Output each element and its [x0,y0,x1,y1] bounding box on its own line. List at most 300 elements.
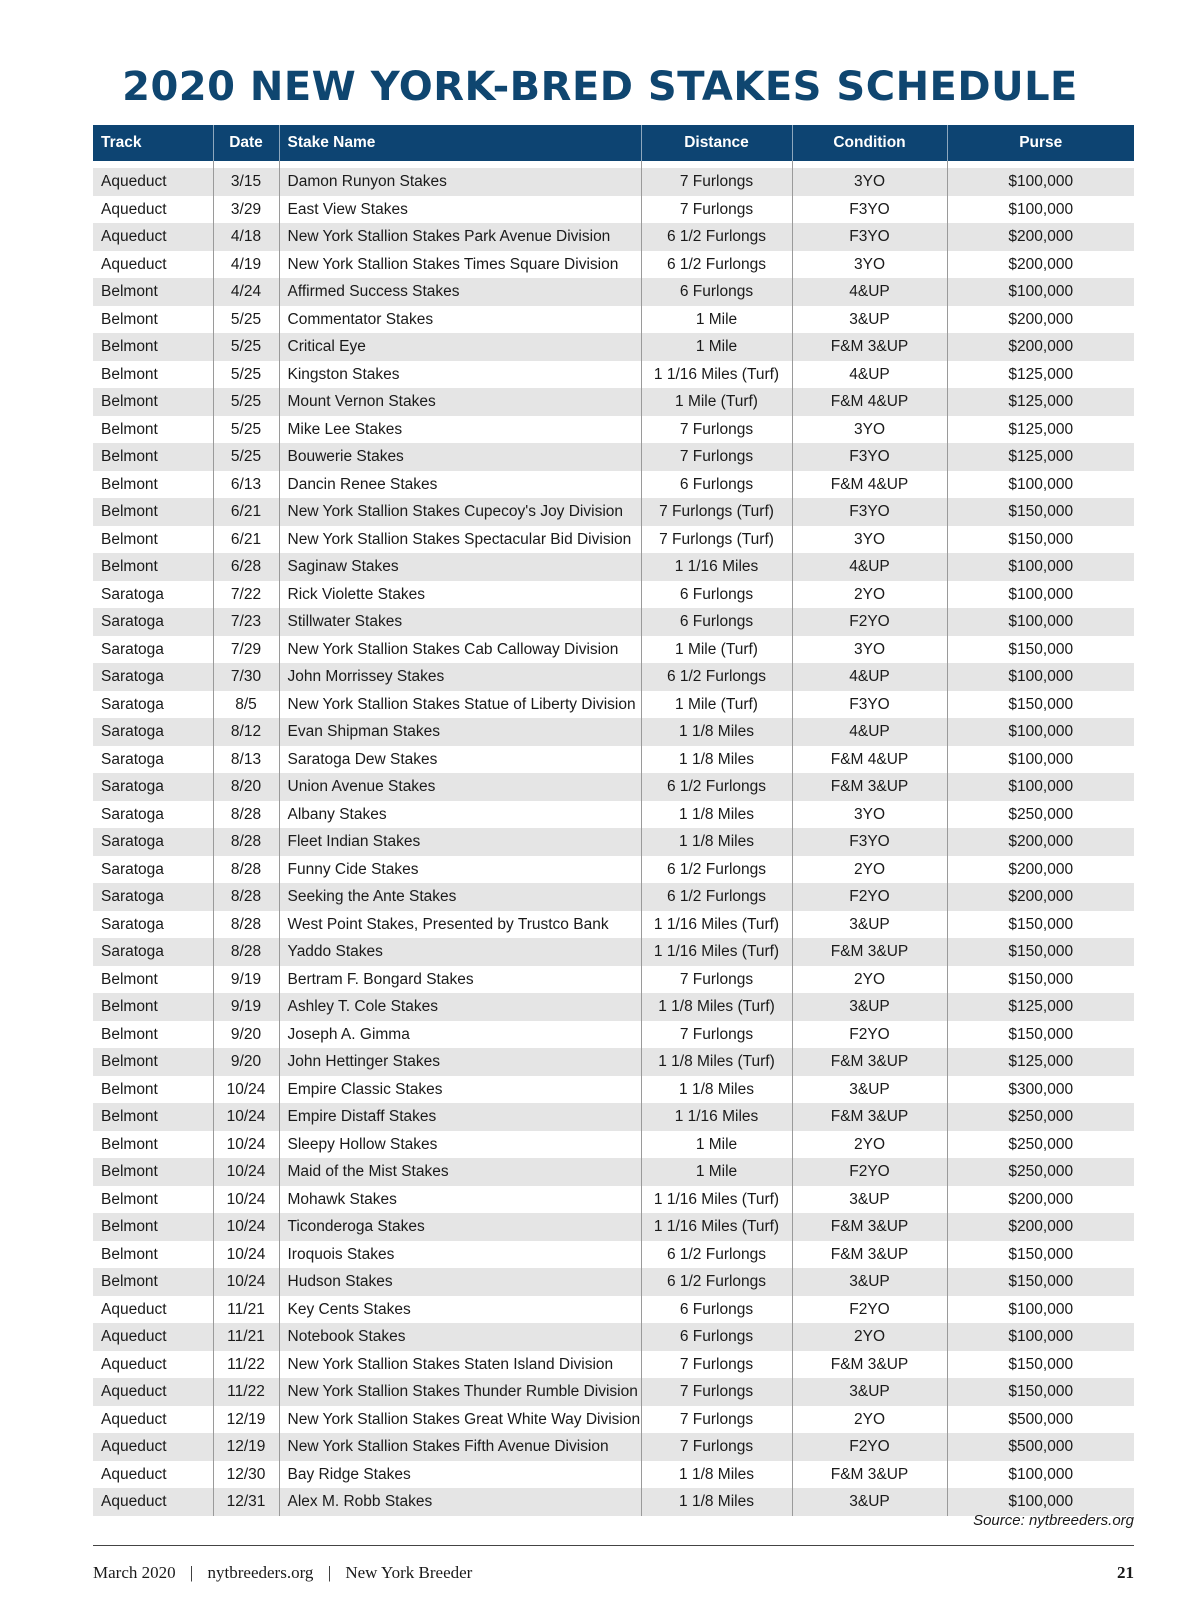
cell-distance: 1 1/16 Miles [641,553,792,581]
table-row [93,636,1134,664]
cell-stake-name: Saratoga Dew Stakes [279,746,641,774]
cell-distance: 6 1/2 Furlongs [641,883,792,911]
footer-publication: New York Breeder [345,1563,473,1582]
cell-distance: 1 1/8 Miles [641,828,792,856]
cell-stake-name: Ticonderoga Stakes [279,1213,641,1241]
cell-stake-name: Mike Lee Stakes [279,416,641,444]
cell-purse: $100,000 [947,471,1134,499]
table-row [93,416,1134,444]
cell-distance: 6 1/2 Furlongs [641,251,792,279]
cell-track: Belmont [93,1186,213,1214]
cell-track: Saratoga [93,773,213,801]
cell-date: 5/25 [213,443,279,471]
cell-stake-name: Mohawk Stakes [279,1186,641,1214]
cell-track: Aqueduct [93,1406,213,1434]
cell-purse: $200,000 [947,306,1134,334]
cell-date: 12/31 [213,1488,279,1516]
cell-purse: $150,000 [947,691,1134,719]
cell-distance: 1 1/16 Miles (Turf) [641,911,792,939]
cell-date: 6/21 [213,526,279,554]
cell-condition: F&M 3&UP [792,938,947,966]
table-row [93,196,1134,224]
table-row [93,1131,1134,1159]
page-title: 2020 NEW YORK-BRED STAKES SCHEDULE [122,64,1078,110]
cell-condition: 3YO [792,636,947,664]
table-row [93,168,1134,196]
column-header-distance: Distance [641,125,792,161]
cell-track: Saratoga [93,856,213,884]
cell-track: Belmont [93,306,213,334]
cell-distance: 1 1/16 Miles [641,1103,792,1131]
cell-condition: 2YO [792,1323,947,1351]
cell-stake-name: Dancin Renee Stakes [279,471,641,499]
cell-purse: $100,000 [947,718,1134,746]
cell-condition: 3&UP [792,1268,947,1296]
cell-track: Saratoga [93,608,213,636]
cell-stake-name: Damon Runyon Stakes [279,168,641,196]
cell-stake-name: Bertram F. Bongard Stakes [279,966,641,994]
cell-condition: 3&UP [792,993,947,1021]
cell-date: 10/24 [213,1131,279,1159]
table-row [93,1406,1134,1434]
cell-date: 12/30 [213,1461,279,1489]
cell-date: 10/24 [213,1241,279,1269]
cell-date: 9/19 [213,966,279,994]
cell-date: 6/28 [213,553,279,581]
footer-separator: | [327,1563,332,1582]
cell-purse: $125,000 [947,361,1134,389]
cell-condition: 3&UP [792,1186,947,1214]
cell-condition: 2YO [792,966,947,994]
source-note: Source: nytbreeders.org [973,1512,1134,1529]
cell-condition: F&M 4&UP [792,388,947,416]
table-row [93,223,1134,251]
cell-stake-name: New York Stallion Stakes Staten Island Division [279,1351,641,1379]
table-row [93,746,1134,774]
cell-track: Saratoga [93,746,213,774]
cell-purse: $200,000 [947,828,1134,856]
table-row [93,1378,1134,1406]
cell-condition: 2YO [792,581,947,609]
cell-condition: F&M 3&UP [792,1103,947,1131]
cell-stake-name: East View Stakes [279,196,641,224]
cell-distance: 6 Furlongs [641,471,792,499]
cell-stake-name: New York Stallion Stakes Fifth Avenue Division [279,1433,641,1461]
cell-purse: $100,000 [947,773,1134,801]
cell-stake-name: Sleepy Hollow Stakes [279,1131,641,1159]
cell-condition: F2YO [792,1021,947,1049]
cell-distance: 1 1/8 Miles (Turf) [641,993,792,1021]
table-row [93,306,1134,334]
cell-stake-name: Rick Violette Stakes [279,581,641,609]
cell-distance: 1 1/8 Miles [641,1461,792,1489]
cell-track: Belmont [93,1076,213,1104]
cell-purse: $100,000 [947,553,1134,581]
cell-distance: 6 1/2 Furlongs [641,663,792,691]
cell-distance: 1 Mile (Turf) [641,636,792,664]
cell-purse: $200,000 [947,883,1134,911]
table-row [93,828,1134,856]
cell-date: 7/29 [213,636,279,664]
cell-condition: F2YO [792,1296,947,1324]
table-row [93,1213,1134,1241]
cell-purse: $100,000 [947,581,1134,609]
cell-stake-name: New York Stallion Stakes Statue of Liberty Division [279,691,641,719]
cell-date: 8/28 [213,856,279,884]
cell-condition: F&M 4&UP [792,746,947,774]
cell-distance: 6 Furlongs [641,581,792,609]
cell-date: 7/23 [213,608,279,636]
cell-distance: 1 1/8 Miles (Turf) [641,1048,792,1076]
cell-track: Belmont [93,471,213,499]
cell-date: 5/25 [213,306,279,334]
cell-stake-name: Empire Classic Stakes [279,1076,641,1104]
cell-date: 10/24 [213,1213,279,1241]
cell-track: Aqueduct [93,223,213,251]
cell-stake-name: Critical Eye [279,333,641,361]
table-row [93,1076,1134,1104]
table-row [93,911,1134,939]
cell-distance: 1 Mile [641,333,792,361]
cell-stake-name: Notebook Stakes [279,1323,641,1351]
cell-date: 8/28 [213,828,279,856]
cell-stake-name: Kingston Stakes [279,361,641,389]
cell-purse: $250,000 [947,1131,1134,1159]
cell-stake-name: Stillwater Stakes [279,608,641,636]
cell-stake-name: Fleet Indian Stakes [279,828,641,856]
cell-distance: 6 Furlongs [641,278,792,306]
cell-track: Belmont [93,333,213,361]
cell-stake-name: Saginaw Stakes [279,553,641,581]
stakes-schedule-table [93,125,1134,1516]
cell-purse: $150,000 [947,526,1134,554]
cell-distance: 1 Mile [641,306,792,334]
cell-track: Aqueduct [93,1296,213,1324]
footer-date: March 2020 [93,1563,176,1582]
table-row [93,1021,1134,1049]
cell-track: Aqueduct [93,1461,213,1489]
cell-date: 10/24 [213,1186,279,1214]
cell-purse: $500,000 [947,1406,1134,1434]
cell-track: Aqueduct [93,251,213,279]
cell-stake-name: Seeking the Ante Stakes [279,883,641,911]
cell-track: Belmont [93,1158,213,1186]
table-row [93,498,1134,526]
cell-track: Aqueduct [93,1433,213,1461]
cell-purse: $150,000 [947,1378,1134,1406]
cell-condition: 4&UP [792,361,947,389]
cell-track: Saratoga [93,883,213,911]
cell-purse: $150,000 [947,966,1134,994]
column-header-track: Track [93,125,213,161]
cell-track: Belmont [93,498,213,526]
cell-purse: $150,000 [947,636,1134,664]
cell-track: Aqueduct [93,1378,213,1406]
cell-condition: 3YO [792,801,947,829]
cell-condition: F&M 3&UP [792,1213,947,1241]
cell-date: 10/24 [213,1158,279,1186]
cell-condition: 3YO [792,251,947,279]
cell-date: 9/20 [213,1021,279,1049]
cell-distance: 7 Furlongs (Turf) [641,498,792,526]
cell-date: 9/19 [213,993,279,1021]
table-row [93,718,1134,746]
cell-distance: 1 Mile (Turf) [641,388,792,416]
table-row [93,1323,1134,1351]
cell-distance: 1 1/16 Miles (Turf) [641,361,792,389]
cell-purse: $125,000 [947,416,1134,444]
cell-distance: 1 Mile [641,1158,792,1186]
table-row [93,333,1134,361]
table-row [93,1048,1134,1076]
cell-condition: 3&UP [792,1076,947,1104]
cell-purse: $100,000 [947,168,1134,196]
cell-date: 8/28 [213,883,279,911]
cell-stake-name: New York Stallion Stakes Spectacular Bid Division [279,526,641,554]
cell-condition: F&M 3&UP [792,1048,947,1076]
cell-stake-name: Ashley T. Cole Stakes [279,993,641,1021]
cell-date: 8/20 [213,773,279,801]
cell-purse: $100,000 [947,1323,1134,1351]
cell-condition: F2YO [792,883,947,911]
cell-track: Saratoga [93,828,213,856]
cell-purse: $125,000 [947,388,1134,416]
cell-condition: 3&UP [792,1378,947,1406]
table-row [93,1351,1134,1379]
cell-date: 10/24 [213,1103,279,1131]
cell-date: 5/25 [213,333,279,361]
table-row [93,691,1134,719]
cell-condition: F2YO [792,1433,947,1461]
table-row [93,1186,1134,1214]
cell-distance: 7 Furlongs [641,1378,792,1406]
cell-distance: 6 Furlongs [641,1296,792,1324]
cell-purse: $100,000 [947,1461,1134,1489]
table-row [93,1241,1134,1269]
cell-condition: F2YO [792,608,947,636]
cell-condition: 3&UP [792,911,947,939]
cell-distance: 1 1/16 Miles (Turf) [641,1213,792,1241]
table-row [93,856,1134,884]
cell-track: Belmont [93,526,213,554]
cell-track: Saratoga [93,581,213,609]
cell-condition: F&M 3&UP [792,1241,947,1269]
cell-track: Belmont [93,361,213,389]
cell-condition: 4&UP [792,663,947,691]
cell-purse: $150,000 [947,498,1134,526]
cell-distance: 7 Furlongs [641,966,792,994]
table-row [93,526,1134,554]
cell-stake-name: Yaddo Stakes [279,938,641,966]
cell-stake-name: Joseph A. Gimma [279,1021,641,1049]
cell-distance: 7 Furlongs (Turf) [641,526,792,554]
cell-purse: $200,000 [947,251,1134,279]
table-row [93,443,1134,471]
table-row [93,361,1134,389]
cell-purse: $125,000 [947,993,1134,1021]
cell-track: Saratoga [93,911,213,939]
cell-distance: 6 1/2 Furlongs [641,773,792,801]
cell-condition: 3&UP [792,306,947,334]
cell-purse: $125,000 [947,443,1134,471]
table-row [93,801,1134,829]
column-header-purse: Purse [947,125,1134,161]
cell-purse: $250,000 [947,801,1134,829]
cell-stake-name: New York Stallion Stakes Cab Calloway Division [279,636,641,664]
cell-date: 12/19 [213,1433,279,1461]
cell-purse: $100,000 [947,1488,1134,1516]
table-row [93,1461,1134,1489]
table-row [93,1158,1134,1186]
cell-date: 7/22 [213,581,279,609]
cell-distance: 7 Furlongs [641,1021,792,1049]
footer-separator: | [189,1563,194,1582]
cell-purse: $100,000 [947,196,1134,224]
cell-condition: F&M 3&UP [792,1351,947,1379]
cell-purse: $500,000 [947,1433,1134,1461]
cell-stake-name: John Morrissey Stakes [279,663,641,691]
cell-purse: $125,000 [947,1048,1134,1076]
cell-track: Saratoga [93,663,213,691]
cell-track: Saratoga [93,938,213,966]
cell-date: 8/28 [213,938,279,966]
cell-condition: 2YO [792,856,947,884]
cell-purse: $300,000 [947,1076,1134,1104]
table-row [93,1433,1134,1461]
cell-track: Belmont [93,1048,213,1076]
table-row [93,581,1134,609]
cell-date: 8/13 [213,746,279,774]
cell-date: 3/29 [213,196,279,224]
cell-date: 11/21 [213,1296,279,1324]
cell-purse: $100,000 [947,746,1134,774]
cell-stake-name: Hudson Stakes [279,1268,641,1296]
cell-purse: $200,000 [947,1213,1134,1241]
table-row [93,773,1134,801]
cell-condition: F&M 3&UP [792,333,947,361]
cell-condition: 4&UP [792,553,947,581]
cell-distance: 7 Furlongs [641,443,792,471]
cell-purse: $150,000 [947,938,1134,966]
cell-distance: 6 1/2 Furlongs [641,1241,792,1269]
cell-stake-name: New York Stallion Stakes Cupecoy's Joy Division [279,498,641,526]
cell-date: 4/24 [213,278,279,306]
cell-distance: 1 1/8 Miles [641,1076,792,1104]
table-row [93,388,1134,416]
cell-date: 11/22 [213,1378,279,1406]
cell-distance: 6 1/2 Furlongs [641,223,792,251]
page-footer [93,1563,1134,1583]
cell-distance: 6 1/2 Furlongs [641,1268,792,1296]
cell-date: 10/24 [213,1268,279,1296]
cell-date: 8/28 [213,801,279,829]
cell-distance: 6 1/2 Furlongs [641,856,792,884]
cell-track: Aqueduct [93,168,213,196]
cell-condition: 3YO [792,416,947,444]
cell-track: Saratoga [93,636,213,664]
cell-purse: $200,000 [947,333,1134,361]
cell-track: Belmont [93,993,213,1021]
cell-condition: F&M 4&UP [792,471,947,499]
page-number: 21 [1117,1563,1134,1582]
cell-date: 11/22 [213,1351,279,1379]
cell-date: 8/12 [213,718,279,746]
cell-condition: 4&UP [792,718,947,746]
table-body [93,168,1134,1516]
cell-stake-name: Funny Cide Stakes [279,856,641,884]
cell-purse: $250,000 [947,1103,1134,1131]
table-row [93,278,1134,306]
footer-divider [93,1545,1134,1546]
cell-stake-name: New York Stallion Stakes Park Avenue Division [279,223,641,251]
cell-purse: $150,000 [947,1351,1134,1379]
footer-site: nytbreeders.org [207,1563,314,1582]
cell-date: 5/25 [213,361,279,389]
table-row [93,1103,1134,1131]
cell-condition: 3YO [792,168,947,196]
cell-distance: 7 Furlongs [641,1406,792,1434]
cell-date: 9/20 [213,1048,279,1076]
cell-stake-name: Bouwerie Stakes [279,443,641,471]
cell-condition: F3YO [792,443,947,471]
cell-track: Belmont [93,1241,213,1269]
cell-date: 5/25 [213,416,279,444]
cell-track: Belmont [93,553,213,581]
cell-track: Belmont [93,1131,213,1159]
cell-track: Aqueduct [93,1488,213,1516]
cell-date: 5/25 [213,388,279,416]
cell-condition: 3YO [792,526,947,554]
cell-track: Saratoga [93,718,213,746]
table-row [93,883,1134,911]
table-row [93,966,1134,994]
cell-stake-name: Mount Vernon Stakes [279,388,641,416]
cell-stake-name: Affirmed Success Stakes [279,278,641,306]
cell-condition: F3YO [792,223,947,251]
cell-condition: F3YO [792,196,947,224]
cell-track: Belmont [93,1213,213,1241]
column-header-condition: Condition [792,125,947,161]
cell-date: 4/18 [213,223,279,251]
cell-condition: 2YO [792,1406,947,1434]
cell-distance: 7 Furlongs [641,1433,792,1461]
cell-stake-name: New York Stallion Stakes Thunder Rumble Division [279,1378,641,1406]
cell-stake-name: Alex M. Robb Stakes [279,1488,641,1516]
cell-stake-name: West Point Stakes, Presented by Trustco Bank [279,911,641,939]
cell-stake-name: Commentator Stakes [279,306,641,334]
cell-track: Belmont [93,278,213,306]
cell-purse: $150,000 [947,911,1134,939]
cell-date: 8/5 [213,691,279,719]
cell-purse: $150,000 [947,1241,1134,1269]
cell-date: 11/21 [213,1323,279,1351]
cell-track: Saratoga [93,691,213,719]
cell-condition: F2YO [792,1158,947,1186]
cell-condition: F3YO [792,498,947,526]
cell-track: Belmont [93,1268,213,1296]
table-row [93,1268,1134,1296]
cell-stake-name: Evan Shipman Stakes [279,718,641,746]
cell-condition: F3YO [792,828,947,856]
cell-stake-name: Empire Distaff Stakes [279,1103,641,1131]
cell-purse: $250,000 [947,1158,1134,1186]
cell-purse: $100,000 [947,608,1134,636]
cell-distance: 1 1/8 Miles [641,801,792,829]
cell-distance: 6 Furlongs [641,608,792,636]
cell-distance: 1 1/8 Miles [641,718,792,746]
cell-date: 10/24 [213,1076,279,1104]
cell-condition: F&M 3&UP [792,773,947,801]
